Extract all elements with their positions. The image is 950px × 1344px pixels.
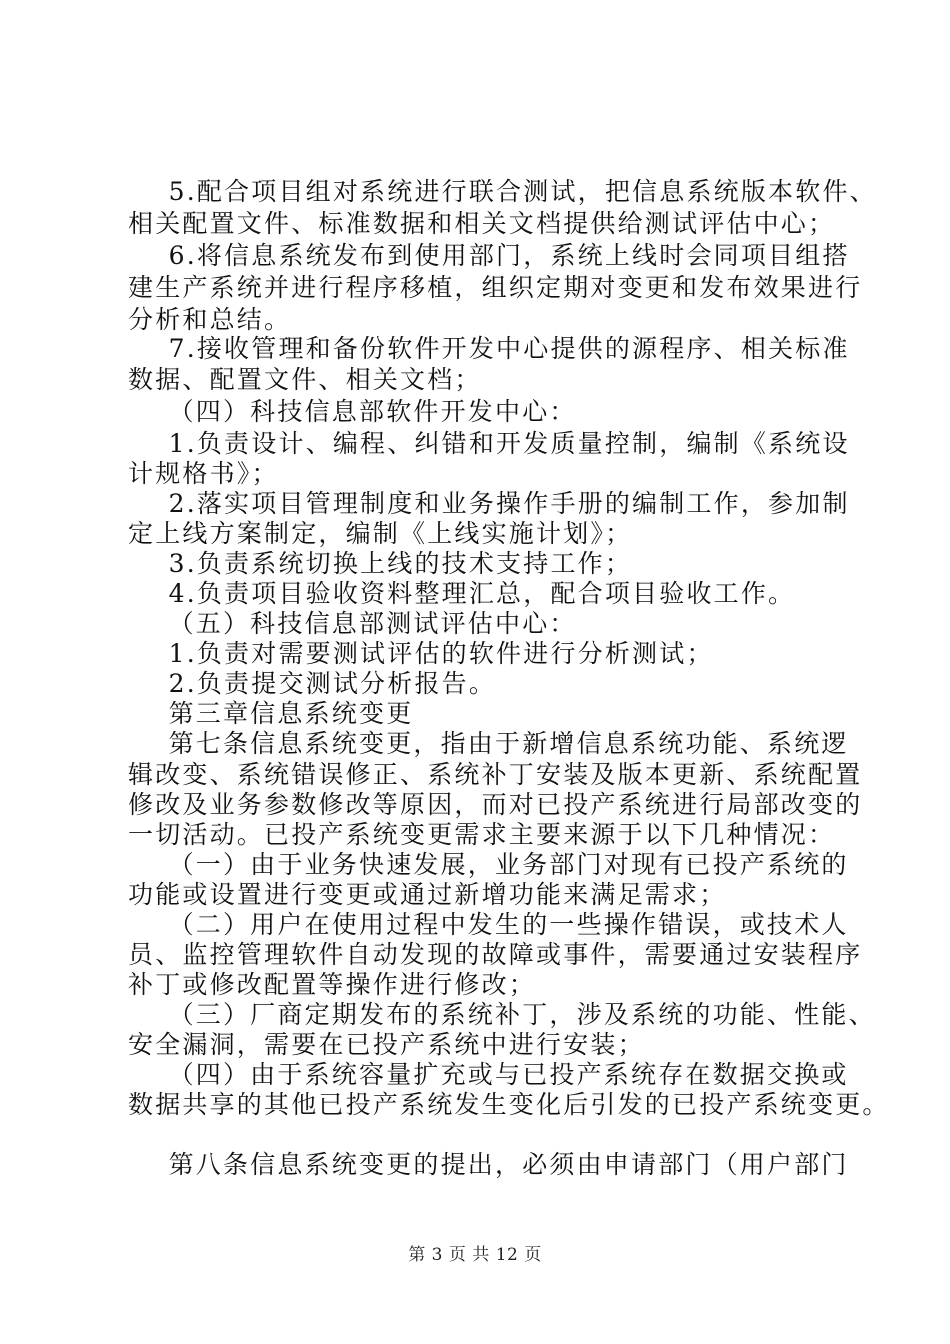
text-line: 一切活动。已投产系统变更需求主要来源于以下几种情况： bbox=[128, 820, 836, 849]
text-line: 补丁或修改配置等操作进行修改； bbox=[128, 970, 537, 999]
page-footer: 第 3 页 共 12 页 bbox=[408, 1245, 542, 1265]
text-line: 功能或设置进行变更或通过新增功能来满足需求； bbox=[128, 880, 727, 909]
text-line: 7.接收管理和备份软件开发中心提供的源程序、相关标准 bbox=[128, 334, 850, 363]
text-line: 6.将信息系统发布到使用部门，系统上线时会同项目组搭 bbox=[128, 241, 850, 270]
text-line: 修改及业务参数修改等原因，而对已投产系统进行局部改变的 bbox=[128, 790, 863, 819]
text-line: 3.负责系统切换上线的技术支持工作； bbox=[128, 549, 633, 578]
text-line: （三）厂商定期发布的系统补丁，涉及系统的功能、性能、 bbox=[128, 1000, 876, 1029]
text-line: 辑改变、系统错误修正、系统补丁安装及版本更新、系统配置 bbox=[128, 760, 863, 789]
text-line: 第七条信息系统变更，指由于新增信息系统功能、系统逻 bbox=[128, 729, 849, 758]
text-line: 员、监控管理软件自动发现的故障或事件，需要通过安装程序 bbox=[128, 940, 863, 969]
text-line: 5.配合项目组对系统进行联合测试，把信息系统版本软件、 bbox=[128, 177, 877, 206]
text-line: （一）由于业务快速发展，业务部门对现有已投产系统的 bbox=[128, 850, 849, 879]
text-line: 2.落实项目管理制度和业务操作手册的编制工作，参加制 bbox=[128, 489, 850, 518]
text-line: 4.负责项目验收资料整理汇总，配合项目验收工作。 bbox=[128, 579, 796, 608]
text-line: 建生产系统并进行程序移植，组织定期对变更和发布效果进行 bbox=[128, 273, 863, 302]
section-heading: （四）科技信息部软件开发中心： bbox=[128, 397, 577, 426]
text-line: （四）由于系统容量扩充或与已投产系统存在数据交换或 bbox=[128, 1060, 849, 1089]
text-line: 数据共享的其他已投产系统发生变化后引发的已投产系统变更。 bbox=[128, 1090, 890, 1119]
text-line: 数据、配置文件、相关文档； bbox=[128, 365, 482, 394]
text-line: 相关配置文件、标准数据和相关文档提供给测试评估中心； bbox=[128, 209, 836, 238]
text-line: 计规格书》； bbox=[128, 459, 279, 488]
text-line: 第八条信息系统变更的提出，必须由申请部门（用户部门 bbox=[128, 1150, 849, 1179]
chapter-heading: 第三章信息系统变更 bbox=[128, 699, 414, 728]
text-line: 1.负责设计、编程、纠错和开发质量控制，编制《系统设 bbox=[128, 429, 850, 458]
text-line: 安全漏洞，需要在已投产系统中进行安装； bbox=[128, 1030, 645, 1059]
section-heading: （五）科技信息部测试评估中心： bbox=[128, 609, 577, 638]
text-line: （二）用户在使用过程中发生的一些操作错误，或技术人 bbox=[128, 910, 849, 939]
text-line: 分析和总结。 bbox=[128, 305, 292, 334]
text-line: 2.负责提交测试分析报告。 bbox=[128, 669, 497, 698]
text-line: 1.负责对需要测试评估的软件进行分析测试； bbox=[128, 639, 714, 668]
text-line: 定上线方案制定，编制《上线实施计划》； bbox=[128, 519, 633, 548]
